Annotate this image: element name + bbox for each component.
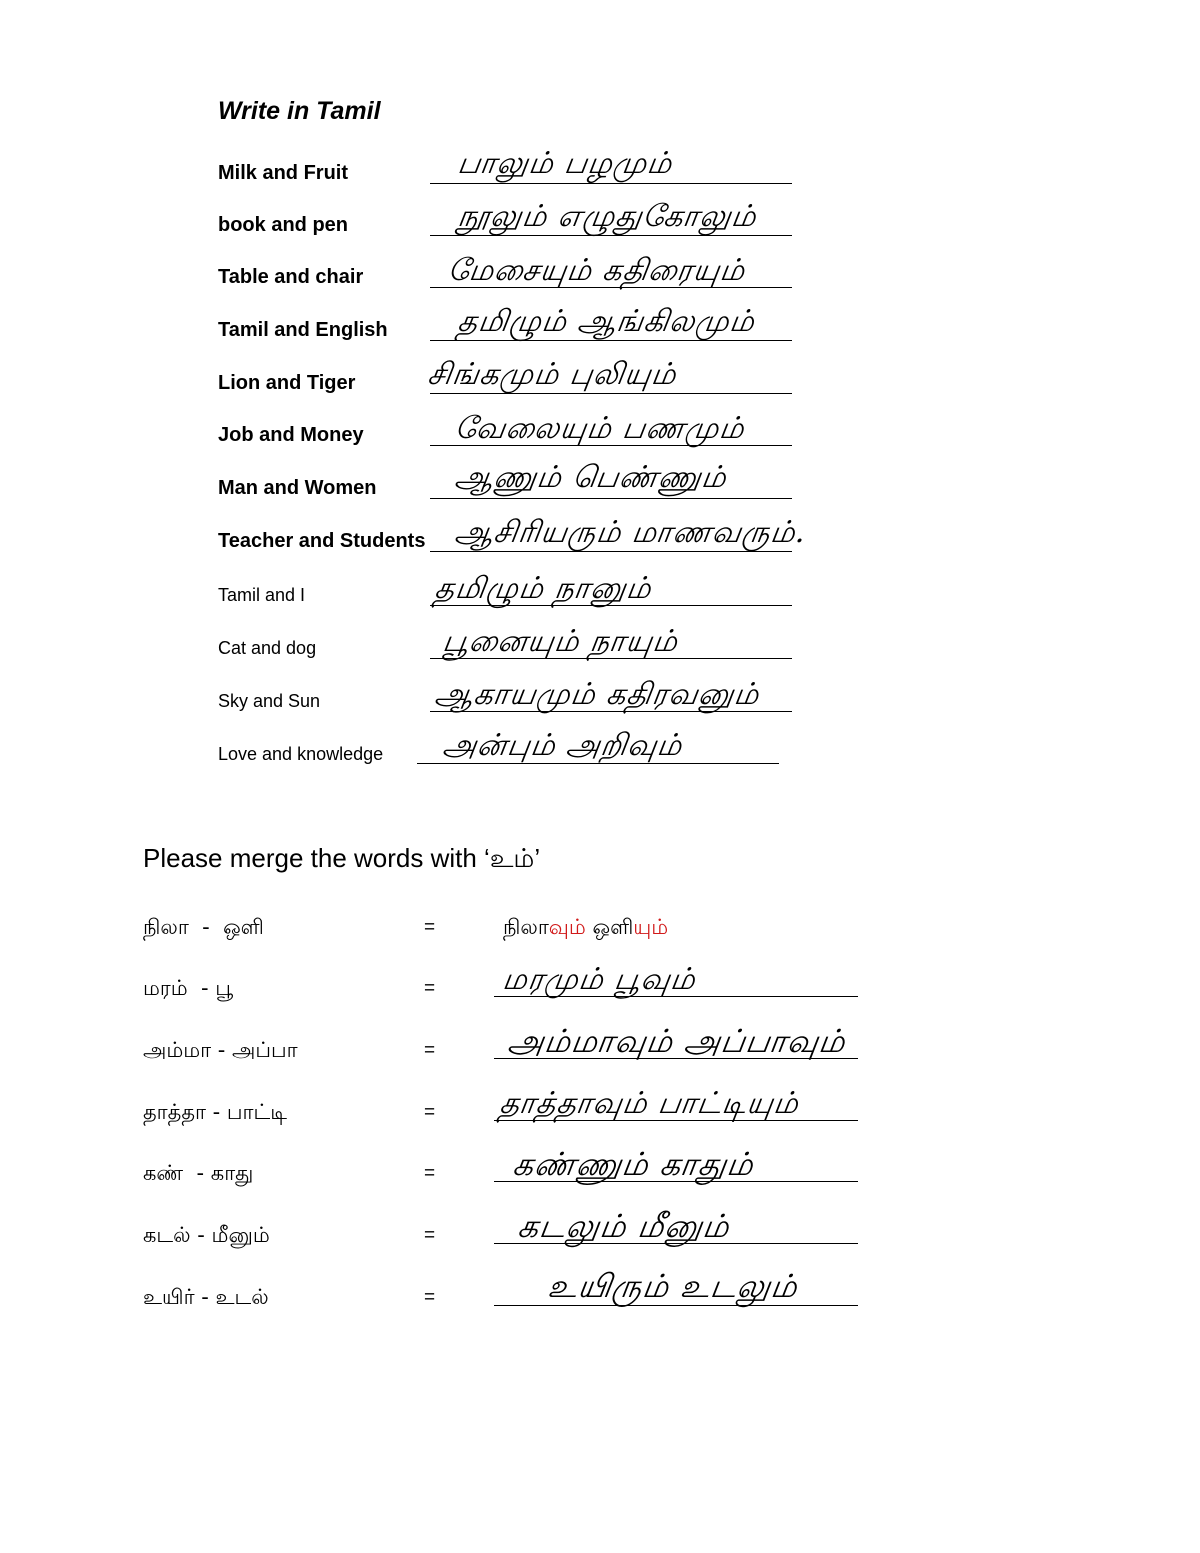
handwritten-answer: அம்மாவும் அப்பாவும் [505, 1022, 849, 1060]
english-phrase: Sky and Sun [218, 691, 321, 711]
handwritten-answer: ஆகாயமும் கதிரவனும் [432, 677, 762, 712]
english-phrase: Teacher and Students [218, 530, 426, 552]
english-phrase: book and pen [218, 214, 348, 236]
handwritten-answer: கடலும் மீனும் [515, 1207, 733, 1245]
page-title: Write in Tamil [218, 97, 381, 125]
english-phrase: Lion and Tiger [218, 372, 356, 394]
english-phrase: Tamil and English [218, 319, 388, 341]
equals-sign: = [424, 917, 436, 938]
handwritten-answer: நூலும் எழுதுகோலும் [455, 199, 760, 234]
handwritten-answer: மேசையும் கதிரையும் [445, 253, 748, 288]
handwritten-answer: ஆணும் பெண்ணும் [452, 460, 730, 495]
handwritten-answer: மரமும் பூவும் [500, 962, 699, 997]
answer-suffix: யும் [633, 915, 669, 939]
handwritten-answer: ஆசிரியரும் மாணவரும். [452, 515, 809, 550]
english-phrase: Milk and Fruit [218, 162, 348, 184]
handwritten-answer: கண்ணும் காதும் [510, 1145, 757, 1183]
handwritten-answer: தமிழும் ஆங்கிலமும் [455, 304, 758, 339]
handwritten-answer: அன்பும் அறிவும் [440, 728, 685, 763]
handwritten-answer: தாத்தாவும் பாட்டியும் [497, 1086, 802, 1121]
english-phrase: Cat and dog [218, 638, 317, 658]
merge-row [0, 1267, 1200, 1345]
equals-sign: = [424, 1225, 436, 1246]
word-pair: உயிர் - உடல் [143, 1285, 269, 1309]
word-pair: கடல் - மீனும் [143, 1223, 270, 1247]
merge-heading: Please merge the words with ‘உம்’ [143, 843, 541, 873]
equals-sign: = [424, 1163, 436, 1184]
english-phrase: Tamil and I [218, 585, 306, 605]
equals-sign: = [424, 1040, 436, 1061]
equals-sign: = [424, 978, 436, 999]
english-phrase: Table and chair [218, 266, 364, 288]
word-pair: அம்மா - அப்பா [143, 1038, 298, 1062]
answer-part: ஒளி [585, 915, 634, 939]
answer-suffix: வும் [548, 915, 586, 939]
handwritten-answer: பாலும் பழமும் [455, 146, 675, 181]
word-pair: கண் - காது [143, 1161, 254, 1185]
handwritten-answer: உயிரும் உடலும் [545, 1267, 801, 1305]
word-pair: மரம் - பூ [143, 976, 234, 1000]
handwritten-answer: சிங்கமும் புலியும் [425, 357, 680, 392]
word-pair: தாத்தா - பாட்டி [143, 1100, 287, 1124]
handwritten-answer: பூனையும் நாயும் [440, 624, 681, 659]
equals-sign: = [424, 1287, 436, 1308]
handwritten-answer: தமிழும் நானும் [432, 571, 655, 606]
answer-part: நிலா [503, 915, 549, 939]
english-phrase: Job and Money [218, 424, 364, 446]
word-pair: நிலா - ஒளி [143, 915, 264, 939]
write-row [0, 728, 1200, 794]
example-answer [503, 915, 668, 942]
english-phrase: Love and knowledge [218, 744, 384, 764]
handwritten-answer: வேலையும் பணமும் [452, 411, 748, 446]
equals-sign: = [424, 1102, 436, 1123]
english-phrase: Man and Women [218, 477, 377, 499]
